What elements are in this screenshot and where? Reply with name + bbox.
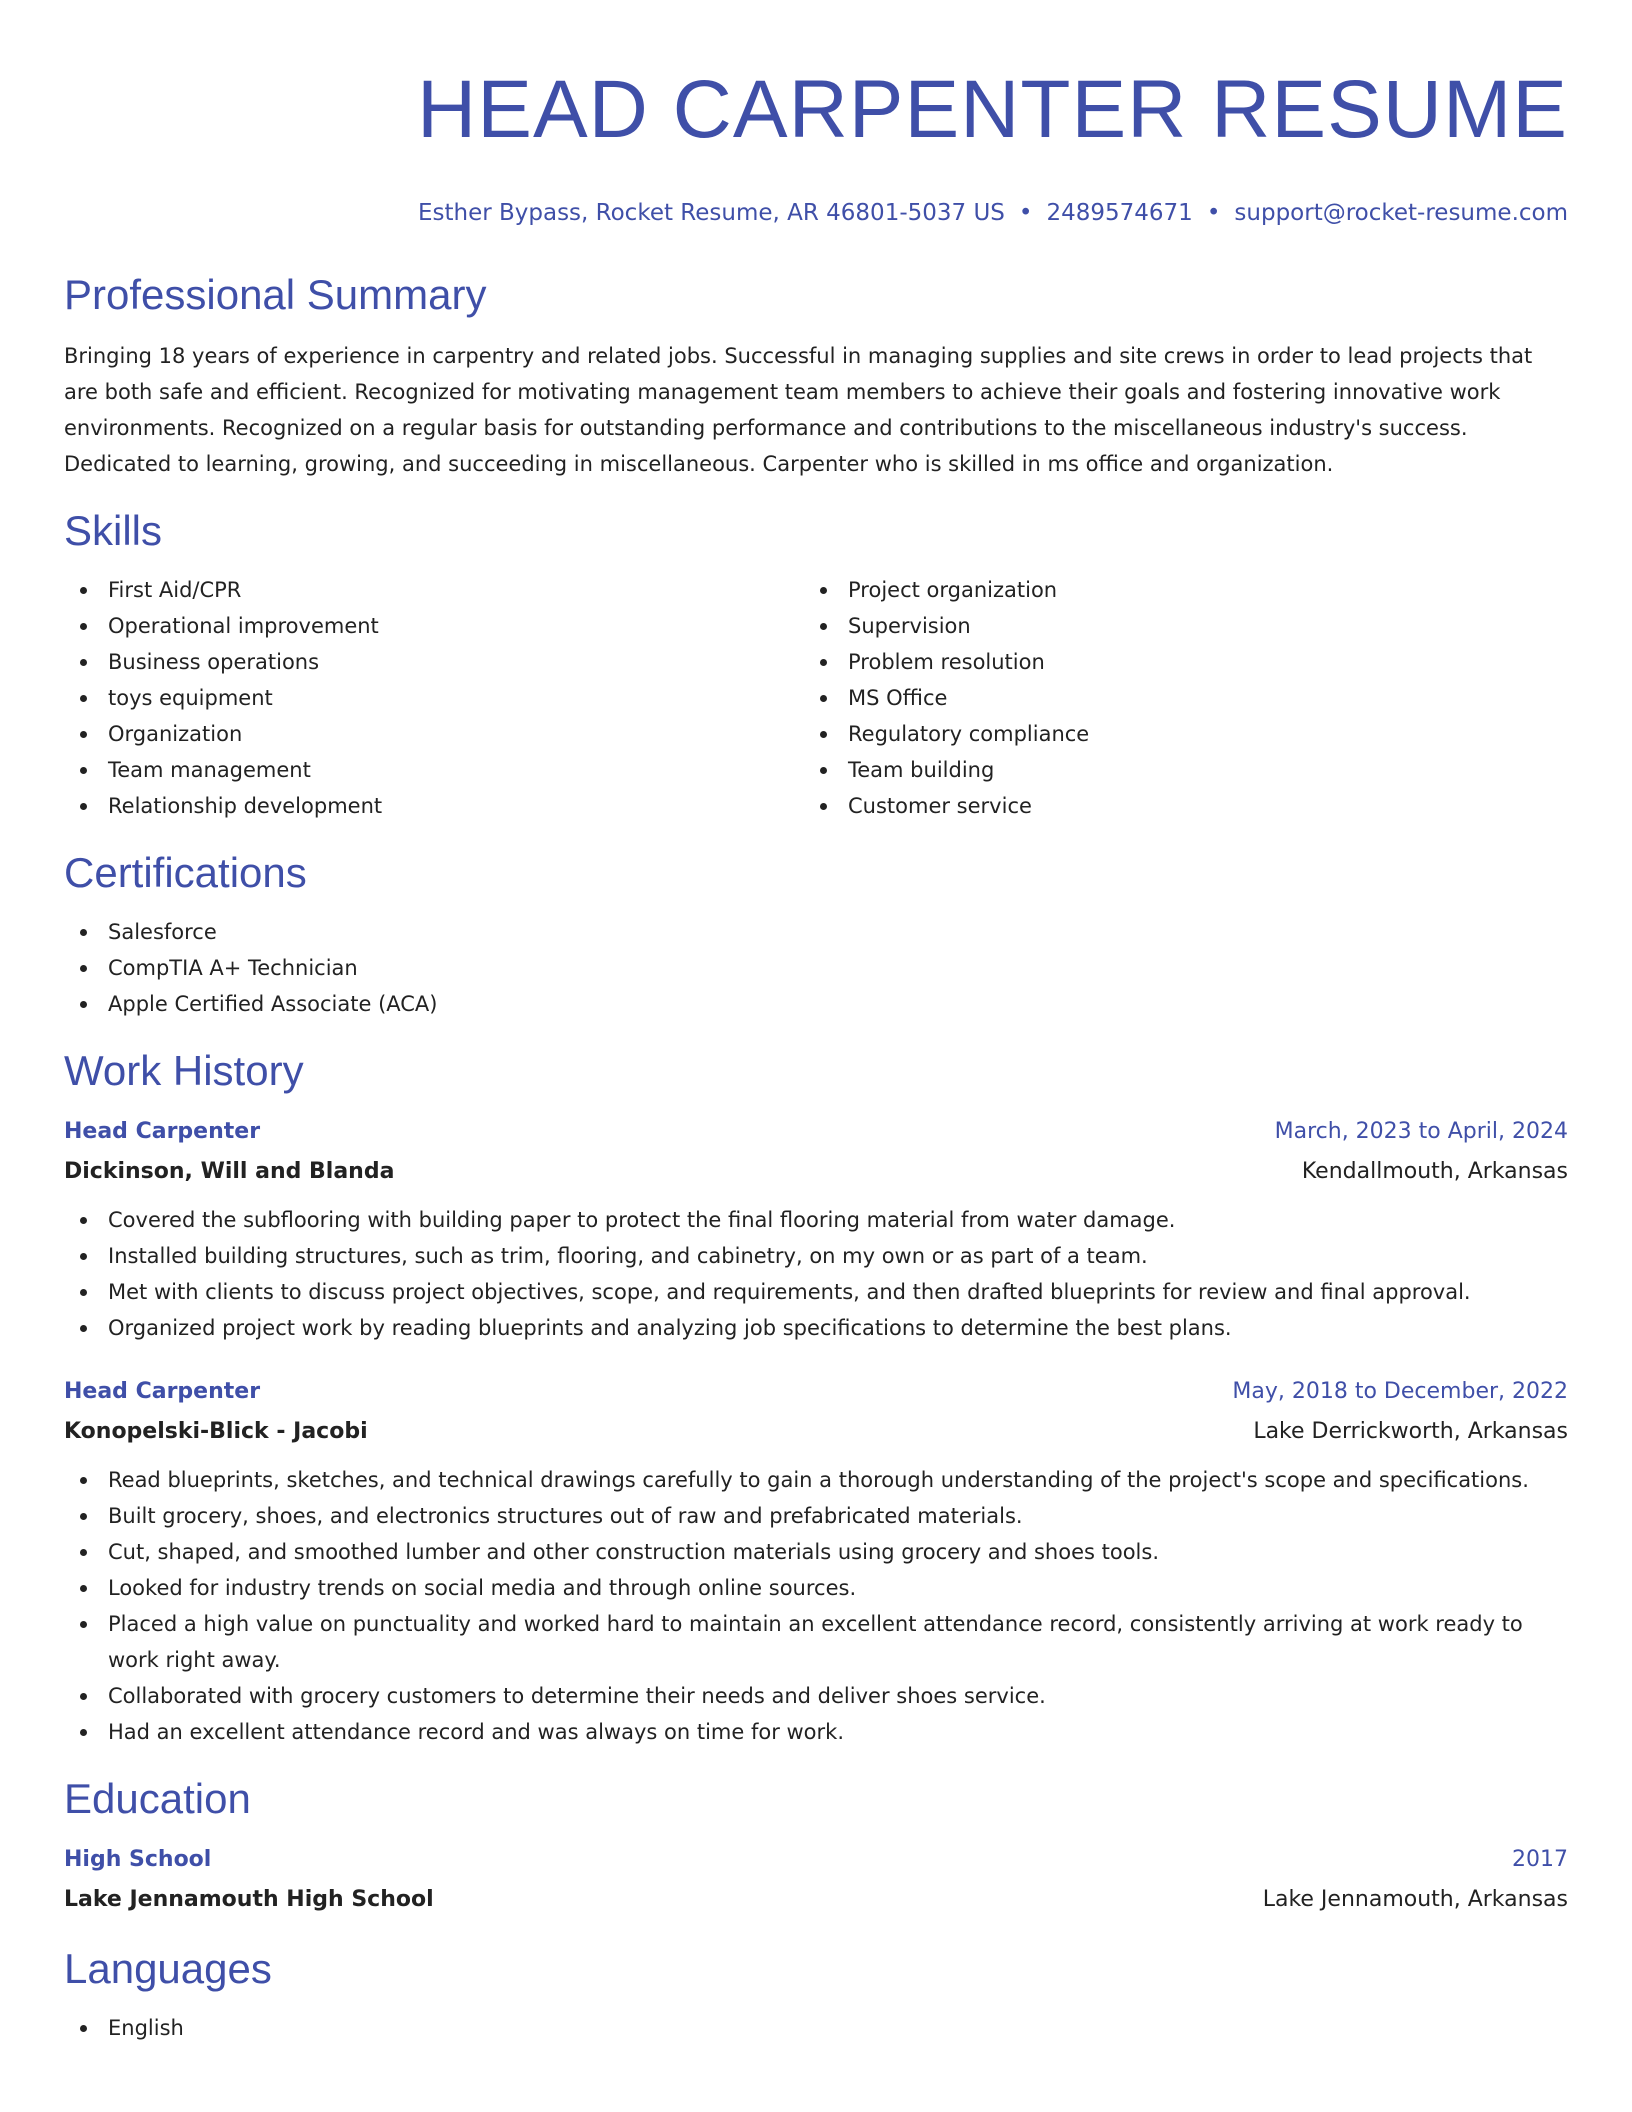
skills-list-left bbox=[64, 572, 804, 824]
skill-item: Operational improvement bbox=[64, 608, 804, 644]
job-company: Konopelski-Blick - Jacobi bbox=[64, 1419, 368, 1444]
education-heading: Education bbox=[64, 1775, 251, 1822]
education-section bbox=[64, 1772, 1568, 1920]
job-header-row bbox=[64, 1372, 1568, 1412]
job-bullets bbox=[64, 1202, 1568, 1346]
job-bullets bbox=[64, 1462, 1568, 1750]
contact-email[interactable]: support@rocket-resume.com bbox=[1234, 200, 1568, 226]
skill-item: Problem resolution bbox=[804, 644, 1544, 680]
skill-item: MS Office bbox=[804, 680, 1544, 716]
skill-item: toys equipment bbox=[64, 680, 804, 716]
job-company-row bbox=[64, 1412, 1568, 1452]
job-bullet: Placed a high value on punctuality and worked hard to maintain an excellent attendance record, consistently arriving at work ready to work right away. bbox=[64, 1606, 1568, 1678]
job-entry bbox=[64, 1372, 1568, 1750]
skill-item: Relationship development bbox=[64, 788, 804, 824]
certification-item: Salesforce bbox=[64, 914, 1568, 950]
job-bullet: Organized project work by reading blueprints and analyzing job specifications to determine the best plans. bbox=[64, 1310, 1568, 1346]
education-location: Lake Jennamouth, Arkansas bbox=[1262, 1887, 1568, 1912]
work-history-heading: Work History bbox=[64, 1047, 304, 1094]
skill-item: Team building bbox=[804, 752, 1544, 788]
job-bullet: Cut, shaped, and smoothed lumber and other construction materials using grocery and shoes tools. bbox=[64, 1534, 1568, 1570]
certifications-heading: Certifications bbox=[64, 849, 307, 896]
education-entry bbox=[64, 1840, 1568, 1920]
skill-item: Project organization bbox=[804, 572, 1544, 608]
language-item: English bbox=[64, 2010, 1568, 2046]
languages-heading: Languages bbox=[64, 1945, 272, 1992]
education-header-row bbox=[64, 1840, 1568, 1880]
job-bullet: Read blueprints, sketches, and technical drawings carefully to gain a thorough understanding of the project's scope and specifications. bbox=[64, 1462, 1568, 1498]
skill-item: Customer service bbox=[804, 788, 1544, 824]
certification-item: Apple Certified Associate (ACA) bbox=[64, 986, 1568, 1022]
job-bullet: Met with clients to discuss project objectives, scope, and requirements, and then drafted blueprints for review and final approval. bbox=[64, 1274, 1568, 1310]
job-bullet: Covered the subflooring with building paper to protect the final flooring material from water damage. bbox=[64, 1202, 1568, 1238]
summary-heading: Professional Summary bbox=[64, 271, 487, 318]
certification-item: CompTIA A+ Technician bbox=[64, 950, 1568, 986]
job-bullet: Installed building structures, such as trim, flooring, and cabinetry, on my own or as part of a team. bbox=[64, 1238, 1568, 1274]
skills-list-right bbox=[804, 572, 1544, 824]
education-degree: High School bbox=[64, 1847, 212, 1872]
job-company-row bbox=[64, 1152, 1568, 1192]
skill-item: Business operations bbox=[64, 644, 804, 680]
contact-separator: • bbox=[1206, 200, 1221, 226]
skill-item: Organization bbox=[64, 716, 804, 752]
resume-header bbox=[64, 60, 1568, 230]
job-dates: March, 2023 to April, 2024 bbox=[1274, 1119, 1568, 1144]
job-title: Head Carpenter bbox=[64, 1379, 261, 1404]
job-company: Dickinson, Will and Blanda bbox=[64, 1159, 395, 1184]
summary-text: Bringing 18 years of experience in carpentry and related jobs. Successful in managing supplies and site crews in order to lead projects that are both safe and efficient. Recognized for motivating management team members to achieve their goals and fostering innovative work environments. Recognized on a regular basis for outstanding performance and contributions to the miscellaneous industry's success. Dedicated to learning, growing, and succeeding in miscellaneous. Carpenter who is skilled in ms office and organization. bbox=[64, 344, 1533, 476]
education-year: 2017 bbox=[1512, 1847, 1568, 1872]
job-entry bbox=[64, 1112, 1568, 1346]
skill-item: Regulatory compliance bbox=[804, 716, 1544, 752]
job-header-row bbox=[64, 1112, 1568, 1152]
certifications-section bbox=[64, 846, 1568, 1022]
certifications-list bbox=[64, 914, 1568, 1022]
skills-heading: Skills bbox=[64, 507, 163, 554]
contact-address: Esther Bypass, Rocket Resume, AR 46801-5037 US bbox=[417, 200, 1005, 226]
skill-item: Supervision bbox=[804, 608, 1544, 644]
contact-phone: 2489574671 bbox=[1046, 200, 1193, 226]
job-bullet: Built grocery, shoes, and electronics structures out of raw and prefabricated materials. bbox=[64, 1498, 1568, 1534]
skills-section bbox=[64, 504, 1568, 824]
work-history-section bbox=[64, 1044, 1568, 1750]
contact-line bbox=[64, 196, 1568, 230]
job-title: Head Carpenter bbox=[64, 1119, 261, 1144]
job-location: Lake Derrickworth, Arkansas bbox=[1253, 1419, 1568, 1444]
languages-section bbox=[64, 1942, 1568, 2046]
resume-title: HEAD CARPENTER RESUME bbox=[417, 64, 1568, 155]
job-dates: May, 2018 to December, 2022 bbox=[1232, 1379, 1568, 1404]
skills-grid bbox=[64, 572, 1568, 824]
languages-list bbox=[64, 2010, 1568, 2046]
contact-separator: • bbox=[1018, 200, 1033, 226]
job-bullet: Collaborated with grocery customers to determine their needs and deliver shoes service. bbox=[64, 1678, 1568, 1714]
skill-item: First Aid/CPR bbox=[64, 572, 804, 608]
summary-section bbox=[64, 268, 1568, 482]
job-bullet: Had an excellent attendance record and was always on time for work. bbox=[64, 1714, 1568, 1750]
education-school: Lake Jennamouth High School bbox=[64, 1887, 434, 1912]
education-school-row bbox=[64, 1880, 1568, 1920]
job-bullet: Looked for industry trends on social media and through online sources. bbox=[64, 1570, 1568, 1606]
skill-item: Team management bbox=[64, 752, 804, 788]
job-location: Kendallmouth, Arkansas bbox=[1301, 1159, 1568, 1184]
